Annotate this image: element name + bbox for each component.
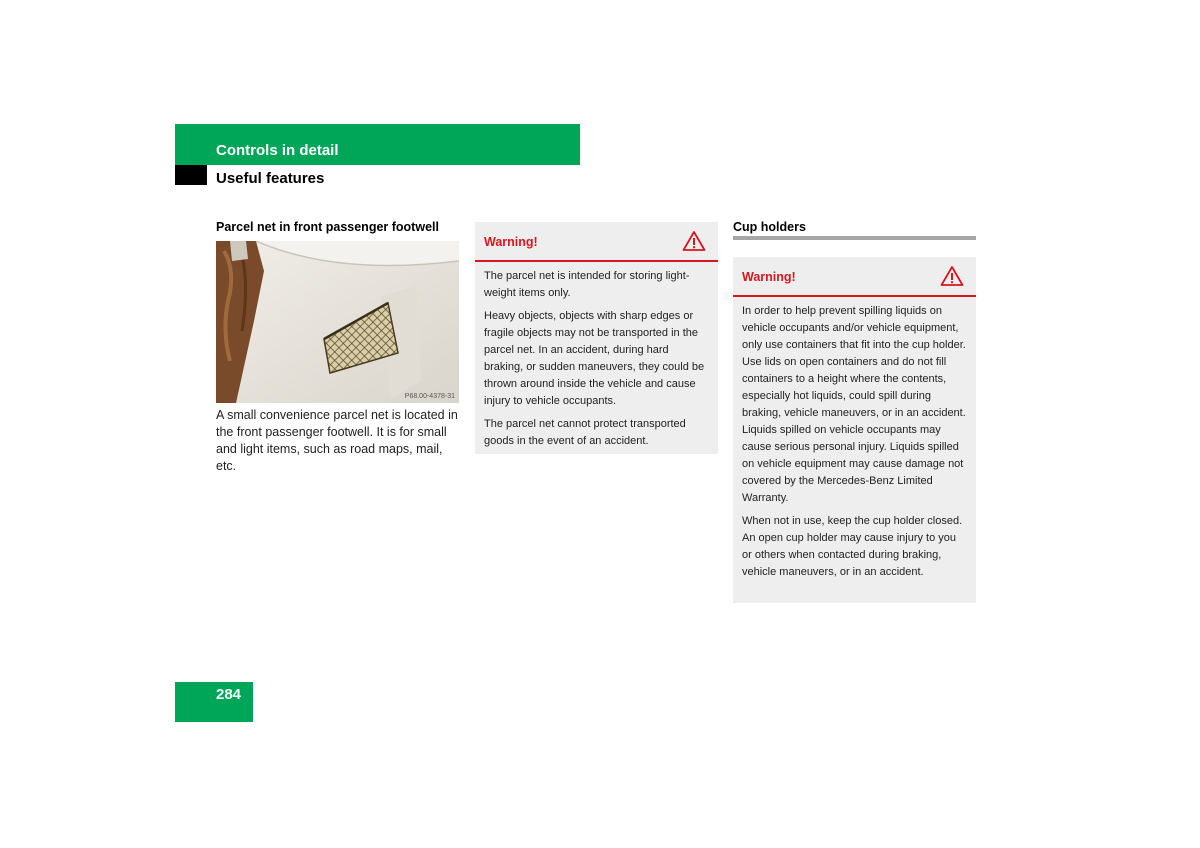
warning-paragraph: Heavy objects, objects with sharp edges or fragile objects may not be transported in the parcel net. In an accident, during hard braking, or sudden maneuvers, they could be thrown around inside the vehicle and cause injury to vehicle occupants. <box>484 310 705 407</box>
page-number: 284 <box>216 686 242 703</box>
image-code: P68.00-4378-31 <box>404 393 455 400</box>
cup-holders-heading: Cup holders <box>733 220 806 234</box>
heading-rule <box>733 236 976 240</box>
parcel-net-description: A small convenience parcel net is located in the front passenger footwell. It is for small and light items, such as road maps, mail, etc. <box>216 408 458 473</box>
warning-paragraph: The parcel net is intended for storing light-weight items only. <box>484 270 690 299</box>
parcel-net-photo <box>216 241 459 403</box>
warning-paragraph: The parcel net cannot protect transported goods in the event of an accident. <box>484 418 686 447</box>
parcel-net-warning <box>475 222 718 454</box>
chapter-title: Controls in detail <box>216 142 339 159</box>
parcel-net-illustration <box>216 241 459 403</box>
warning-triangle-icon <box>682 230 706 257</box>
parcel-net-heading: Parcel net in front passenger footwell <box>216 220 439 234</box>
cup-holder-warning <box>733 257 976 603</box>
warning-label: Warning! <box>484 235 538 249</box>
warning-triangle-icon <box>940 265 964 292</box>
section-title: Useful features <box>216 170 325 187</box>
warning-header <box>475 222 718 262</box>
warning-paragraph: In order to help prevent spilling liquids on vehicle occupants and/or vehicle equipment, only use containers that fit into the cup holder. Use lids on open containers and do not fill containers to a height where the contents, especially hot liquids, could spill during braking, vehicle maneuvers, or in an accident. Liquids spilled on vehicle occupants may cause serious personal injury. Liquids spilled on vehicle equipment may cause damage not covered by the Mercedes-Benz Limited Warranty. <box>742 305 966 504</box>
warning-paragraph: When not in use, keep the cup holder closed. An open cup holder may cause injury to you or others when contacted during braking, vehicle maneuvers, or in an accident. <box>742 515 963 578</box>
warning-label: Warning! <box>742 270 796 284</box>
section-marker <box>175 165 207 185</box>
page-number-box <box>175 682 253 722</box>
warning-header <box>733 257 976 297</box>
